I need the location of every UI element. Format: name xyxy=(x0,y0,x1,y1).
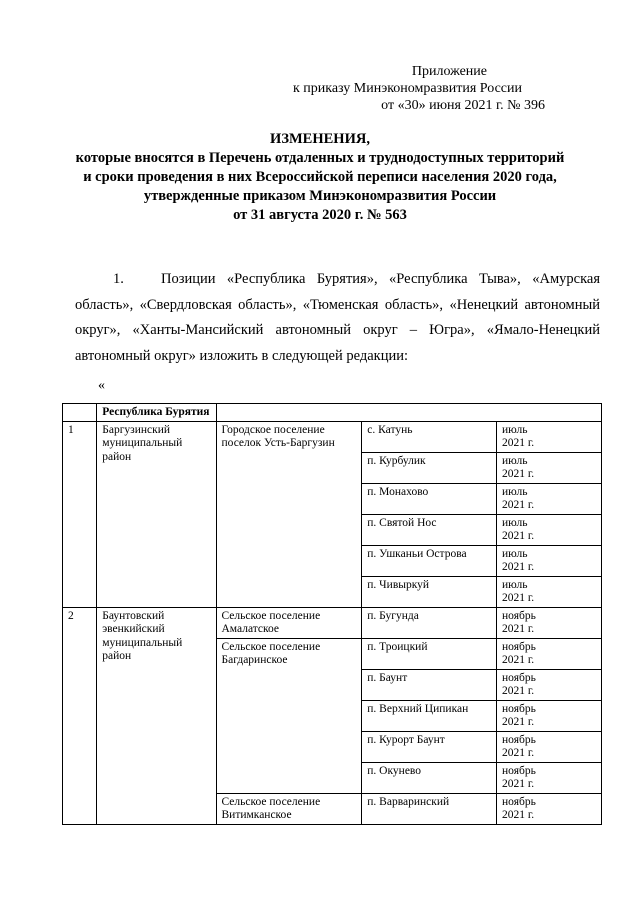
census-year: 2021 г. xyxy=(502,561,535,573)
district-number: 1 xyxy=(63,421,97,607)
document-title xyxy=(40,130,600,225)
region-name: Республика Бурятия xyxy=(97,404,216,422)
census-period xyxy=(497,576,602,607)
census-month: ноябрь xyxy=(502,640,536,653)
appendix-line-2: к приказу Минэкономразвития России xyxy=(292,81,522,96)
census-month: июль xyxy=(502,423,528,436)
title-line-5: от 31 августа 2020 г. № 563 xyxy=(233,207,407,223)
place-name: п. Курбулик xyxy=(362,452,497,483)
census-year: 2021 г. xyxy=(502,623,535,635)
census-year: 2021 г. xyxy=(502,685,535,697)
table-row xyxy=(63,421,602,452)
census-month: ноябрь xyxy=(502,609,536,622)
table-header-row xyxy=(63,404,602,422)
census-year: 2021 г. xyxy=(502,437,535,449)
settlement-name: Городское поселение поселок Усть-Баргузин xyxy=(216,421,362,607)
header-span-cell xyxy=(216,404,602,422)
census-year: 2021 г. xyxy=(502,809,535,821)
district-number: 2 xyxy=(63,607,97,824)
census-month: июль xyxy=(502,578,528,591)
census-month: ноябрь xyxy=(502,733,536,746)
appendix-line-3: от «30» июня 2021 г. № 396 xyxy=(381,98,545,113)
place-name: п. Чивыркуй xyxy=(362,576,497,607)
census-period xyxy=(497,762,602,793)
paragraph-text: Позиции «Республика Бурятия», «Республика Тыва», «Амурская область», «Свердловская область», «Тюменская область», «Ненецкий автономный округ», «Ханты-Мансийский автономный округ – Югра», «Ямало-Ненецкий автономный округ» изложить в следующей редакции: xyxy=(75,271,600,364)
appendix-block xyxy=(285,63,545,114)
settlement-name: Сельское поселение Амалатское xyxy=(216,607,362,638)
census-period xyxy=(497,607,602,638)
census-period xyxy=(497,483,602,514)
census-period xyxy=(497,731,602,762)
appendix-line-1: Приложение xyxy=(411,64,487,79)
census-period xyxy=(497,452,602,483)
place-name: п. Ушканьи Острова xyxy=(362,545,497,576)
census-month: ноябрь xyxy=(502,702,536,715)
census-month: ноябрь xyxy=(502,795,536,808)
place-name: п. Баунт xyxy=(362,669,497,700)
census-period xyxy=(497,669,602,700)
title-line-4: утвержденные приказом Минэкономразвития России xyxy=(143,188,497,204)
census-month: ноябрь xyxy=(502,764,536,777)
place-name: п. Бугунда xyxy=(362,607,497,638)
header-empty-cell xyxy=(63,404,97,422)
census-period xyxy=(497,793,602,824)
census-period xyxy=(497,638,602,669)
paragraph-number: 1. xyxy=(113,271,124,287)
place-name: п. Монахово xyxy=(362,483,497,514)
census-year: 2021 г. xyxy=(502,592,535,604)
title-line-2: которые вносятся в Перечень отдаленных и труднодоступных территорий xyxy=(75,150,565,166)
census-year: 2021 г. xyxy=(502,716,535,728)
census-month: июль xyxy=(502,516,528,529)
census-year: 2021 г. xyxy=(502,468,535,480)
place-name: п. Троицкий xyxy=(362,638,497,669)
census-year: 2021 г. xyxy=(502,530,535,542)
place-name: с. Катунь xyxy=(362,421,497,452)
place-name: п. Верхний Ципикан xyxy=(362,700,497,731)
title-line-3: и сроки проведения в них Всероссийской переписи населения 2020 года, xyxy=(83,169,557,185)
census-period xyxy=(497,514,602,545)
title-line-1: ИЗМЕНЕНИЯ, xyxy=(270,131,370,147)
census-month: июль xyxy=(502,454,528,467)
district-name: Баунтовский эвенкийский муниципальный район xyxy=(97,607,216,824)
place-name: п. Окунево xyxy=(362,762,497,793)
census-month: июль xyxy=(502,547,528,560)
census-period xyxy=(497,700,602,731)
place-name: п. Святой Нос xyxy=(362,514,497,545)
settlement-name: Сельское поселение Витимканское xyxy=(216,793,362,824)
census-month: ноябрь xyxy=(502,671,536,684)
paragraph-1 xyxy=(75,267,600,369)
census-year: 2021 г. xyxy=(502,499,535,511)
territories-table xyxy=(62,403,602,825)
district-name: Баргузинский муниципальный район xyxy=(97,421,216,607)
census-year: 2021 г. xyxy=(502,778,535,790)
census-period xyxy=(497,421,602,452)
place-name: п. Варваринский xyxy=(362,793,497,824)
census-period xyxy=(497,545,602,576)
opening-quote: « xyxy=(98,378,105,393)
census-year: 2021 г. xyxy=(502,747,535,759)
census-month: июль xyxy=(502,485,528,498)
place-name: п. Курорт Баунт xyxy=(362,731,497,762)
census-year: 2021 г. xyxy=(502,654,535,666)
settlement-name: Сельское поселение Багдаринское xyxy=(216,638,362,793)
table-row xyxy=(63,607,602,638)
